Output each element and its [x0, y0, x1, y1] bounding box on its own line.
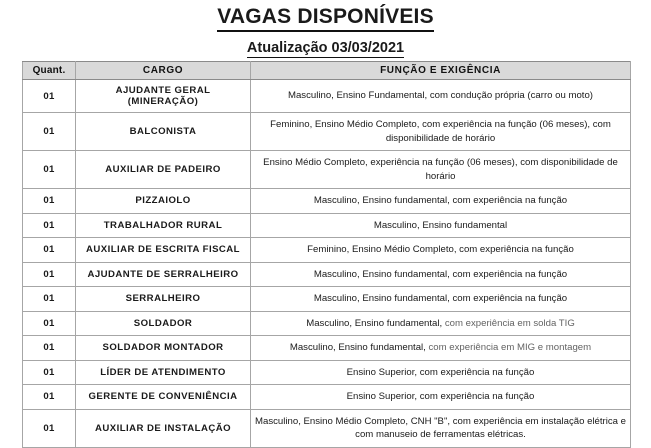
page-title: VAGAS DISPONÍVEIS [217, 4, 434, 32]
cell-quantity: 01 [23, 311, 76, 336]
table-header [23, 62, 631, 80]
funcao-text: Feminino, Ensino Médio Completo, com experiência na função (06 meses), com disponibilidade de horário [270, 119, 611, 144]
column-header-quantity: Quant. [23, 62, 76, 80]
funcao-text: Masculino, Ensino fundamental [373, 219, 508, 231]
table-body [23, 80, 631, 448]
cell-funcao-exigencia [251, 409, 631, 447]
funcao-text: Ensino Superior, com experiência na função [346, 391, 535, 402]
cell-cargo: PIZZAIOLO [76, 189, 251, 214]
table-row [23, 80, 631, 113]
cell-cargo: SERRALHEIRO [76, 287, 251, 312]
table-row [23, 213, 631, 238]
cell-cargo: AUXILIAR DE INSTALAÇÃO [76, 409, 251, 447]
vacancies-table-container [22, 61, 630, 448]
table-row [23, 287, 631, 312]
cell-quantity: 01 [23, 189, 76, 214]
funcao-text: Feminino, Ensino Médio Completo, com experiência na função [307, 244, 574, 255]
cell-funcao-exigencia [251, 213, 631, 238]
document-subheader [0, 39, 651, 58]
funcao-text-secondary: com experiência em MIG e montagem [428, 342, 592, 353]
cell-cargo: AJUDANTE DE SERRALHEIRO [76, 262, 251, 287]
cell-cargo: AUXILIAR DE ESCRITA FISCAL [76, 238, 251, 263]
cell-funcao-exigencia [251, 385, 631, 410]
cell-quantity: 01 [23, 409, 76, 447]
cell-cargo: AUXILIAR DE PADEIRO [76, 151, 251, 189]
cell-cargo: SOLDADOR [76, 311, 251, 336]
cell-funcao-exigencia [251, 360, 631, 385]
cell-funcao-exigencia [251, 80, 631, 113]
table-row [23, 238, 631, 263]
funcao-text: Masculino, Ensino fundamental, [306, 317, 445, 329]
document-header [0, 0, 651, 32]
cell-funcao-exigencia [251, 238, 631, 263]
cell-funcao-exigencia [251, 151, 631, 189]
table-row [23, 336, 631, 361]
cell-funcao-exigencia [251, 262, 631, 287]
table-row [23, 311, 631, 336]
cell-quantity: 01 [23, 262, 76, 287]
cell-cargo: GERENTE DE CONVENIÊNCIA [76, 385, 251, 410]
funcao-text: Masculino, Ensino Fundamental, com condução própria (carro ou moto) [287, 90, 594, 102]
cell-quantity: 01 [23, 213, 76, 238]
cell-funcao-exigencia [251, 311, 631, 336]
table-header-row [23, 62, 631, 80]
cell-quantity: 01 [23, 360, 76, 385]
cell-quantity: 01 [23, 80, 76, 113]
cell-funcao-exigencia [251, 113, 631, 151]
cell-cargo: TRABALHADOR RURAL [76, 213, 251, 238]
column-header-cargo: CARGO [76, 62, 251, 80]
funcao-text: Ensino Superior, com experiência na função [346, 366, 535, 378]
table-row [23, 360, 631, 385]
cell-quantity: 01 [23, 336, 76, 361]
table-row [23, 262, 631, 287]
cell-quantity: 01 [23, 385, 76, 410]
cell-funcao-exigencia [251, 287, 631, 312]
funcao-text: Masculino, Ensino fundamental, com experiência na função [313, 195, 568, 206]
funcao-text-secondary: com experiência em solda TIG [444, 317, 575, 329]
table-row [23, 385, 631, 410]
funcao-text: Masculino, Ensino Médio Completo, CNH "B", com experiência em instalação elétrica e com manuseio de ferramentas elétricas. [255, 415, 627, 440]
cell-cargo: SOLDADOR MONTADOR [76, 336, 251, 361]
cell-quantity: 01 [23, 238, 76, 263]
cell-quantity: 01 [23, 287, 76, 312]
funcao-text: Masculino, Ensino fundamental, com experiência na função [313, 293, 568, 304]
cell-cargo: BALCONISTA [76, 113, 251, 151]
column-header-funcao-exigencia: FUNÇÃO E EXIGÊNCIA [251, 62, 631, 80]
funcao-text: Masculino, Ensino fundamental, [289, 342, 429, 353]
cell-quantity: 01 [23, 151, 76, 189]
funcao-text: Masculino, Ensino fundamental, com experiência na função [313, 268, 568, 280]
cell-cargo: AJUDANTE GERAL (MINERAÇÃO) [76, 80, 251, 113]
vacancies-table [22, 61, 631, 448]
funcao-text: Ensino Médio Completo, experiência na função (06 meses), com disponibilidade de horário [263, 157, 618, 182]
table-row [23, 113, 631, 151]
table-row [23, 151, 631, 189]
cell-quantity: 01 [23, 113, 76, 151]
cell-cargo: LÍDER DE ATENDIMENTO [76, 360, 251, 385]
cell-funcao-exigencia [251, 336, 631, 361]
table-row [23, 189, 631, 214]
table-row [23, 409, 631, 447]
update-date-subtitle: Atualização 03/03/2021 [246, 40, 405, 56]
cell-funcao-exigencia [251, 189, 631, 214]
